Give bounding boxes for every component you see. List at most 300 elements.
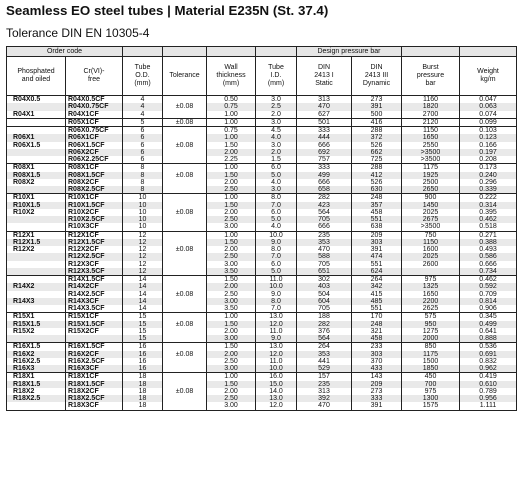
wall-thickness-cell: 0.75	[207, 127, 256, 135]
wall-thickness-cell: 1.00	[207, 313, 256, 321]
static-pressure-cell: 588	[297, 253, 352, 260]
crvi-free-code-cell: R14X2.5CF	[66, 291, 123, 298]
tolerance-cell	[163, 231, 207, 239]
tolerance-cell	[163, 111, 207, 119]
wall-thickness-cell: 3.50	[207, 268, 256, 276]
dynamic-pressure-cell: 303	[352, 239, 402, 246]
burst-pressure-cell: 2500	[402, 179, 460, 186]
phosphated-code-cell	[7, 118, 66, 126]
crvi-free-code-cell: R06X0.75CF	[66, 127, 123, 135]
col-header-phosphated	[7, 57, 66, 96]
table-row	[7, 164, 517, 172]
phosphated-code-cell: R12X1.5	[7, 239, 66, 246]
header-text-line: Tube	[268, 64, 284, 71]
tube-od-cell: 10	[123, 216, 163, 223]
static-pressure-cell: 658	[297, 186, 352, 194]
tube-od-cell: 14	[123, 283, 163, 290]
weight-cell: 0.536	[460, 343, 517, 351]
tube-id-cell: 3.0	[256, 118, 297, 126]
weight-cell: 0.956	[460, 395, 517, 402]
header-text-line: (mm)	[267, 80, 285, 87]
phosphated-code-cell: R04X0.5	[7, 96, 66, 104]
page-subtitle: Tolerance DIN EN 10305-4	[6, 26, 150, 40]
weight-cell: 0.099	[460, 118, 517, 126]
phosphated-code-cell: R14X2	[7, 283, 66, 290]
phosphated-code-cell: R16X2.5	[7, 358, 66, 365]
wall-thickness-cell: 2.50	[207, 216, 256, 223]
tube-id-cell: 5.0	[256, 268, 297, 276]
tolerance-cell	[163, 395, 207, 402]
wall-thickness-cell: 0.75	[207, 103, 256, 110]
tube-id-cell: 2.0	[256, 111, 297, 119]
tube-id-cell: 7.0	[256, 202, 297, 209]
tube-id-cell: 4.0	[256, 223, 297, 231]
tolerance-cell	[163, 298, 207, 305]
crvi-free-code-cell: R06X2CF	[66, 149, 123, 156]
burst-pressure-cell: 2025	[402, 253, 460, 260]
weight-cell: 0.047	[460, 96, 517, 104]
tube-id-cell: 6.0	[256, 164, 297, 172]
tolerance-cell: ±0.08	[163, 118, 207, 126]
phosphated-code-cell	[7, 291, 66, 298]
weight-cell: 0.103	[460, 127, 517, 135]
tube-id-cell: 1.5	[256, 156, 297, 164]
crvi-free-code-cell: R08X2.5CF	[66, 186, 123, 194]
tube-od-cell: 12	[123, 246, 163, 253]
weight-cell: 0.240	[460, 172, 517, 179]
tube-id-cell: 10.0	[256, 231, 297, 239]
table-row	[7, 142, 517, 149]
crvi-free-code-cell: R12X1CF	[66, 231, 123, 239]
burst-pressure-cell: 1300	[402, 395, 460, 402]
burst-pressure-cell: 1600	[402, 246, 460, 253]
table-row	[7, 373, 517, 381]
table-row	[7, 216, 517, 223]
crvi-free-code-cell: R04X1CF	[66, 111, 123, 119]
crvi-free-code-cell: R10X1CF	[66, 194, 123, 202]
table-row	[7, 253, 517, 260]
weight-cell: 0.610	[460, 381, 517, 388]
wall-thickness-cell: 2.50	[207, 358, 256, 365]
col-header-din-static	[297, 57, 352, 96]
table-row	[7, 276, 517, 284]
crvi-free-code-cell: R12X1.5CF	[66, 239, 123, 246]
header-text-line: pressure	[416, 72, 445, 79]
static-pressure-cell: 282	[297, 321, 352, 328]
dynamic-pressure-cell: 264	[352, 276, 402, 284]
tolerance-cell: ±0.08	[163, 142, 207, 149]
table-row	[7, 209, 517, 216]
phosphated-code-cell: R08X1	[7, 164, 66, 172]
static-pressure-cell: 499	[297, 172, 352, 179]
tube-od-cell: 18	[123, 402, 163, 410]
weight-cell: 0.271	[460, 231, 517, 239]
dynamic-pressure-cell: 391	[352, 103, 402, 110]
tolerance-cell	[163, 134, 207, 141]
burst-pressure-cell: 1650	[402, 134, 460, 141]
tolerance-cell	[163, 305, 207, 313]
weight-cell: 0.734	[460, 268, 517, 276]
crvi-free-code-cell: R08X1.5CF	[66, 172, 123, 179]
table-row	[7, 388, 517, 395]
table-row	[7, 127, 517, 135]
phosphated-code-cell: R16X1.5	[7, 343, 66, 351]
tolerance-cell	[163, 283, 207, 290]
order-code-header: Order code	[7, 47, 123, 57]
tube-od-cell: 15	[123, 313, 163, 321]
phosphated-code-cell: R06X1	[7, 134, 66, 141]
phosphated-code-cell	[7, 186, 66, 194]
dynamic-pressure-cell: 170	[352, 313, 402, 321]
static-pressure-cell: 313	[297, 388, 352, 395]
weight-cell: 0.173	[460, 164, 517, 172]
tube-id-cell: 12.0	[256, 321, 297, 328]
phosphated-code-cell	[7, 216, 66, 223]
tolerance-cell	[163, 223, 207, 231]
crvi-free-code-cell: R16X3CF	[66, 365, 123, 373]
phosphated-code-cell	[7, 223, 66, 231]
phosphated-code-cell	[7, 276, 66, 284]
header-text-line: Dynamic	[362, 80, 391, 87]
header-text-line: Wall	[224, 64, 238, 71]
tube-id-cell: 12.0	[256, 351, 297, 358]
burst-pressure-cell: 1325	[402, 283, 460, 290]
phosphated-code-cell	[7, 149, 66, 156]
wall-thickness-cell: 2.00	[207, 283, 256, 290]
header-text-line: free	[87, 76, 101, 83]
dynamic-pressure-cell: 415	[352, 291, 402, 298]
crvi-free-code-cell: R15X2CF	[66, 328, 123, 335]
header-blank	[123, 47, 163, 57]
tube-od-cell: 15	[123, 335, 163, 343]
burst-pressure-cell: 700	[402, 381, 460, 388]
tube-od-cell: 12	[123, 231, 163, 239]
tube-id-cell: 8.0	[256, 298, 297, 305]
phosphated-code-cell	[7, 103, 66, 110]
wall-thickness-cell: 3.00	[207, 365, 256, 373]
static-pressure-cell: 302	[297, 276, 352, 284]
tube-od-cell: 4	[123, 111, 163, 119]
header-blank	[402, 47, 460, 57]
design-pressure-header: Design pressure bar	[297, 47, 402, 57]
tube-id-cell: 13.0	[256, 343, 297, 351]
tube-id-cell: 11.0	[256, 358, 297, 365]
dynamic-pressure-cell: 391	[352, 402, 402, 410]
page-title: Seamless EO steel tubes | Material E235N (St. 37.4)	[6, 3, 329, 18]
tolerance-cell	[163, 216, 207, 223]
table-row	[7, 194, 517, 202]
tolerance-cell	[163, 358, 207, 365]
table-row	[7, 283, 517, 290]
table-row	[7, 321, 517, 328]
wall-thickness-cell: 2.00	[207, 209, 256, 216]
burst-pressure-cell: 950	[402, 321, 460, 328]
table-row	[7, 149, 517, 156]
burst-pressure-cell: 450	[402, 373, 460, 381]
tube-id-cell: 6.0	[256, 261, 297, 268]
tolerance-cell	[163, 261, 207, 268]
dynamic-pressure-cell: 233	[352, 343, 402, 351]
static-pressure-cell: 313	[297, 96, 352, 104]
static-pressure-cell: 188	[297, 313, 352, 321]
weight-cell: 0.197	[460, 149, 517, 156]
phosphated-code-cell	[7, 335, 66, 343]
burst-pressure-cell: 850	[402, 343, 460, 351]
weight-cell: 0.666	[460, 261, 517, 268]
dynamic-pressure-cell: 321	[352, 328, 402, 335]
crvi-free-code-cell: R04X0.75CF	[66, 103, 123, 110]
tube-od-cell: 14	[123, 298, 163, 305]
header-text-line: DIN	[317, 64, 331, 71]
weight-cell: 0.691	[460, 351, 517, 358]
dynamic-pressure-cell: 485	[352, 298, 402, 305]
phosphated-code-cell: R18X1.5	[7, 381, 66, 388]
tube-id-cell: 2.5	[256, 103, 297, 110]
tolerance-cell	[163, 365, 207, 373]
tube-od-cell: 15	[123, 328, 163, 335]
crvi-free-code-cell: R12X3.5CF	[66, 268, 123, 276]
table-row	[7, 328, 517, 335]
weight-cell: 1.111	[460, 402, 517, 410]
phosphated-code-cell: R10X1	[7, 194, 66, 202]
table-row	[7, 268, 517, 276]
phosphated-code-cell	[7, 261, 66, 268]
dynamic-pressure-cell: 248	[352, 321, 402, 328]
phosphated-code-cell	[7, 402, 66, 410]
tolerance-cell	[163, 186, 207, 194]
weight-cell: 0.314	[460, 202, 517, 209]
burst-pressure-cell: 1575	[402, 402, 460, 410]
crvi-free-code-cell: R12X3CF	[66, 261, 123, 268]
crvi-free-code-cell: R05X1CF	[66, 118, 123, 126]
header-text-line: (mm)	[134, 80, 151, 87]
header-text-line: kg/m	[480, 76, 496, 83]
wall-thickness-cell: 3.50	[207, 305, 256, 313]
static-pressure-cell: 666	[297, 142, 352, 149]
dynamic-pressure-cell: 551	[352, 305, 402, 313]
phosphated-code-cell: R06X1.5	[7, 142, 66, 149]
crvi-free-code-cell: R08X2CF	[66, 179, 123, 186]
burst-pressure-cell: 2625	[402, 305, 460, 313]
table-row	[7, 313, 517, 321]
table-row	[7, 365, 517, 373]
header-text-line: 2413 III	[364, 72, 389, 79]
phosphated-code-cell: R15X1.5	[7, 321, 66, 328]
static-pressure-cell: 282	[297, 194, 352, 202]
tube-id-cell: 5.0	[256, 172, 297, 179]
wall-thickness-cell: 1.00	[207, 118, 256, 126]
weight-cell: 0.208	[460, 156, 517, 164]
burst-pressure-cell: 2120	[402, 118, 460, 126]
burst-pressure-cell: 2000	[402, 335, 460, 343]
dynamic-pressure-cell: 500	[352, 111, 402, 119]
tolerance-cell	[163, 149, 207, 156]
dynamic-pressure-cell: 248	[352, 194, 402, 202]
weight-cell: 0.789	[460, 388, 517, 395]
tolerance-cell: ±0.08	[163, 388, 207, 395]
tolerance-cell	[163, 194, 207, 202]
crvi-free-code-cell: R06X2.25CF	[66, 156, 123, 164]
table-row	[7, 351, 517, 358]
table-row	[7, 246, 517, 253]
tube-od-cell: 14	[123, 291, 163, 298]
tube-id-cell: 7.0	[256, 305, 297, 313]
dynamic-pressure-cell: 458	[352, 209, 402, 216]
weight-cell: 0.296	[460, 179, 517, 186]
burst-pressure-cell: 1175	[402, 351, 460, 358]
static-pressure-cell: 564	[297, 209, 352, 216]
crvi-free-code-cell: R18X3CF	[66, 402, 123, 410]
tube-id-cell: 6.0	[256, 209, 297, 216]
weight-cell: 0.074	[460, 111, 517, 119]
static-pressure-cell: 235	[297, 381, 352, 388]
tube-id-cell: 4.0	[256, 179, 297, 186]
header-text-line: Static	[315, 80, 333, 87]
weight-cell: 0.345	[460, 313, 517, 321]
burst-pressure-cell: 2650	[402, 186, 460, 194]
weight-cell: 0.962	[460, 365, 517, 373]
table-row	[7, 343, 517, 351]
static-pressure-cell: 235	[297, 231, 352, 239]
crvi-free-code-cell: R16X2CF	[66, 351, 123, 358]
phosphated-code-cell: R12X2	[7, 246, 66, 253]
col-header-din-dynamic	[352, 57, 402, 96]
tolerance-cell	[163, 239, 207, 246]
weight-cell: 0.499	[460, 321, 517, 328]
tube-od-cell: 10	[123, 194, 163, 202]
weight-cell: 0.063	[460, 103, 517, 110]
dynamic-pressure-cell: 412	[352, 172, 402, 179]
wall-thickness-cell: 1.00	[207, 194, 256, 202]
dynamic-pressure-cell: 303	[352, 351, 402, 358]
header-text-line: and oiled	[21, 76, 51, 83]
tube-id-cell: 13.0	[256, 313, 297, 321]
weight-cell: 0.709	[460, 291, 517, 298]
phosphated-code-cell: R15X1	[7, 313, 66, 321]
tolerance-cell: ±0.08	[163, 209, 207, 216]
phosphated-code-cell: R14X3	[7, 298, 66, 305]
wall-thickness-cell: 1.50	[207, 276, 256, 284]
tube-od-cell: 18	[123, 373, 163, 381]
wall-thickness-cell: 0.50	[207, 96, 256, 104]
table-row	[7, 381, 517, 388]
crvi-free-code-cell: R14X1.5CF	[66, 276, 123, 284]
static-pressure-cell: 264	[297, 343, 352, 351]
tube-od-cell: 12	[123, 239, 163, 246]
static-pressure-cell: 705	[297, 261, 352, 268]
tube-od-cell: 10	[123, 223, 163, 231]
static-pressure-cell: 157	[297, 373, 352, 381]
tube-id-cell: 12.0	[256, 402, 297, 410]
tolerance-cell	[163, 402, 207, 410]
phosphated-code-cell	[7, 127, 66, 135]
wall-thickness-cell: 2.00	[207, 246, 256, 253]
crvi-free-code-cell: R12X2CF	[66, 246, 123, 253]
crvi-free-code-cell: R18X1.5CF	[66, 381, 123, 388]
tube-id-cell: 10.0	[256, 283, 297, 290]
burst-pressure-cell: 975	[402, 276, 460, 284]
static-pressure-cell: 564	[297, 335, 352, 343]
dynamic-pressure-cell: 288	[352, 127, 402, 135]
crvi-free-code-cell: R06X1CF	[66, 134, 123, 141]
weight-cell: 0.419	[460, 373, 517, 381]
col-header-crvi	[66, 57, 123, 96]
tube-od-cell: 4	[123, 103, 163, 110]
burst-pressure-cell: 1925	[402, 172, 460, 179]
crvi-free-code-cell: R10X1.5CF	[66, 202, 123, 209]
table-row	[7, 96, 517, 104]
burst-pressure-cell: 2675	[402, 216, 460, 223]
crvi-free-code-cell: R08X1CF	[66, 164, 123, 172]
tube-id-cell: 3.0	[256, 96, 297, 104]
wall-thickness-cell: 2.50	[207, 291, 256, 298]
tube-id-cell: 7.0	[256, 253, 297, 260]
tube-id-cell: 9.0	[256, 291, 297, 298]
table-row	[7, 231, 517, 239]
tube-id-cell: 2.0	[256, 149, 297, 156]
static-pressure-cell: 501	[297, 118, 352, 126]
tube-od-cell: 15	[123, 321, 163, 328]
crvi-free-code-cell: R16X1.5CF	[66, 343, 123, 351]
static-pressure-cell: 444	[297, 134, 352, 141]
burst-pressure-cell: 2550	[402, 142, 460, 149]
tube-od-cell: 14	[123, 276, 163, 284]
burst-pressure-cell: 1650	[402, 291, 460, 298]
dynamic-pressure-cell: 372	[352, 134, 402, 141]
static-pressure-cell: 705	[297, 216, 352, 223]
phosphated-code-cell: R10X1.5	[7, 202, 66, 209]
crvi-free-code-cell: R15X1CF	[66, 313, 123, 321]
table-row	[7, 298, 517, 305]
header-text-line: 2413 I	[314, 72, 334, 79]
phosphated-code-cell: R18X2	[7, 388, 66, 395]
table-row	[7, 156, 517, 164]
phosphated-code-cell: R04X1	[7, 111, 66, 119]
static-pressure-cell: 627	[297, 111, 352, 119]
burst-pressure-cell: 2200	[402, 298, 460, 305]
header-text-line: O.D.	[135, 72, 150, 79]
static-pressure-cell: 333	[297, 164, 352, 172]
dynamic-pressure-cell: 551	[352, 216, 402, 223]
tube-od-cell: 6	[123, 134, 163, 141]
table-row	[7, 172, 517, 179]
burst-pressure-cell: >3500	[402, 223, 460, 231]
wall-thickness-cell: 1.00	[207, 134, 256, 141]
tolerance-cell	[163, 268, 207, 276]
burst-pressure-cell: >3500	[402, 156, 460, 164]
weight-cell: 0.888	[460, 335, 517, 343]
dynamic-pressure-cell: 342	[352, 283, 402, 290]
weight-cell: 0.462	[460, 276, 517, 284]
weight-cell: 0.222	[460, 194, 517, 202]
dynamic-pressure-cell: 474	[352, 253, 402, 260]
tube-od-cell: 18	[123, 388, 163, 395]
header-text-line: (mm)	[222, 80, 240, 87]
tube-id-cell: 15.0	[256, 381, 297, 388]
weight-cell: 0.395	[460, 209, 517, 216]
table-row	[7, 179, 517, 186]
burst-pressure-cell: 2025	[402, 209, 460, 216]
dynamic-pressure-cell: 638	[352, 223, 402, 231]
wall-thickness-cell: 2.00	[207, 149, 256, 156]
tube-od-cell: 16	[123, 351, 163, 358]
wall-thickness-cell: 1.50	[207, 343, 256, 351]
dynamic-pressure-cell: 630	[352, 186, 402, 194]
burst-pressure-cell	[402, 268, 460, 276]
col-header-tube-od	[123, 57, 163, 96]
dynamic-pressure-cell: 526	[352, 179, 402, 186]
tolerance-cell	[163, 164, 207, 172]
